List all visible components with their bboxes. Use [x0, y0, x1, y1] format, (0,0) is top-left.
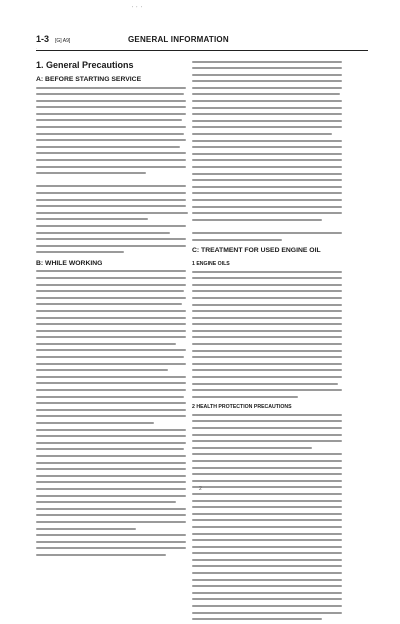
text-line [192, 323, 350, 326]
text-line [36, 487, 194, 490]
text-line [192, 395, 350, 398]
text-line [192, 179, 350, 182]
text-line [192, 93, 350, 96]
text-line [36, 329, 194, 332]
text-line [36, 474, 194, 477]
text-line [192, 336, 350, 339]
header-rule [36, 50, 368, 51]
text-line [192, 343, 350, 346]
text-line [192, 605, 350, 608]
text-line [36, 238, 194, 241]
text-line [192, 479, 350, 482]
text-line [192, 427, 350, 430]
text-line [36, 395, 194, 398]
text-line [192, 519, 350, 522]
text-line [36, 494, 194, 497]
text-line [192, 212, 350, 215]
text-line [192, 532, 350, 535]
text-line [192, 290, 350, 293]
text-line [36, 428, 194, 431]
text-line [36, 454, 194, 457]
text-line [192, 552, 350, 555]
text-line [36, 375, 194, 378]
subsection-heading-while-working: B: WHILE WORKING [36, 259, 103, 267]
text-line [36, 435, 194, 438]
text-line [36, 178, 194, 181]
text-line [36, 172, 194, 175]
text-line [36, 553, 194, 556]
left-column [36, 60, 194, 560]
text-line [192, 152, 350, 155]
text-line [192, 218, 350, 221]
text-line [192, 598, 350, 601]
text-line [192, 492, 350, 495]
text-line [192, 192, 350, 195]
text-line [36, 218, 194, 221]
text-line [36, 86, 194, 89]
text-line [192, 225, 350, 228]
page-id-sub: [G] A9] [55, 38, 71, 44]
text-line [192, 459, 350, 462]
text-line [36, 106, 194, 109]
page-id-number: 1-3 [36, 34, 50, 44]
text-line [36, 514, 194, 517]
text-line [192, 100, 350, 103]
text-line [192, 67, 350, 70]
text-line [36, 99, 194, 102]
text-line [36, 342, 194, 345]
text-line [192, 545, 350, 548]
subsection-heading-engine-oils: 1 ENGINE OILS [192, 261, 230, 268]
text-line [192, 558, 350, 561]
text-line [192, 486, 350, 489]
subsection-heading-health-protection: 2 HEALTH PROTECTION PRECAUTIONS [192, 404, 292, 411]
text-line [36, 408, 194, 411]
page-header-title: GENERAL INFORMATION [128, 35, 229, 44]
text-line [192, 86, 350, 89]
text-line [192, 316, 350, 319]
text-line [192, 303, 350, 306]
body-text-block [192, 413, 350, 620]
text-line [36, 422, 194, 425]
text-line [36, 441, 194, 444]
text-line [192, 446, 350, 449]
text-line [192, 376, 350, 379]
text-line [36, 126, 194, 129]
text-line [36, 132, 194, 135]
text-line [192, 611, 350, 614]
text-line [36, 296, 194, 299]
text-line [192, 119, 350, 122]
text-line [192, 159, 350, 162]
text-line [36, 159, 194, 162]
text-line [192, 499, 350, 502]
text-line [192, 512, 350, 515]
text-line [36, 198, 194, 201]
text-line [36, 93, 194, 96]
body-text-block [192, 270, 350, 398]
text-line [192, 277, 350, 280]
text-line [192, 572, 350, 575]
text-line [192, 166, 350, 169]
text-line [192, 133, 350, 136]
text-line [192, 356, 350, 359]
text-line [192, 185, 350, 188]
text-line [192, 362, 350, 365]
page-number: 2 [199, 486, 202, 492]
text-line [36, 251, 194, 254]
text-line [192, 389, 350, 392]
text-line [36, 547, 194, 550]
text-line [36, 192, 194, 195]
text-line [192, 618, 350, 621]
text-line [36, 224, 194, 227]
section-heading-general-precautions: 1. General Precautions [36, 60, 134, 70]
text-line [192, 231, 350, 234]
text-line [36, 276, 194, 279]
text-line [192, 539, 350, 542]
text-line [36, 119, 194, 122]
text-line [36, 362, 194, 365]
text-line [192, 198, 350, 201]
text-line [192, 172, 350, 175]
text-line [36, 507, 194, 510]
text-line [36, 205, 194, 208]
text-line [192, 591, 350, 594]
text-line [36, 415, 194, 418]
text-line [36, 309, 194, 312]
subsection-heading-used-engine-oil: C: TREATMENT FOR USED ENGINE OIL [192, 247, 321, 255]
text-line [192, 113, 350, 116]
text-line [192, 578, 350, 581]
text-line [36, 402, 194, 405]
text-line [36, 356, 194, 359]
text-line [36, 323, 194, 326]
text-line [36, 468, 194, 471]
text-line [192, 506, 350, 509]
text-line [192, 270, 350, 273]
text-line [192, 146, 350, 149]
text-line [192, 369, 350, 372]
text-line [192, 60, 350, 63]
text-line [36, 165, 194, 168]
text-line [192, 126, 350, 129]
text-line [192, 382, 350, 385]
text-line [36, 244, 194, 247]
text-line [192, 329, 350, 332]
right-column [192, 60, 350, 624]
text-line [36, 270, 194, 273]
text-line [36, 139, 194, 142]
text-line [36, 290, 194, 293]
text-line [36, 540, 194, 543]
text-line [36, 316, 194, 319]
text-line [36, 336, 194, 339]
text-line [192, 440, 350, 443]
text-line [36, 112, 194, 115]
text-line [192, 106, 350, 109]
text-line [192, 349, 350, 352]
text-line [192, 73, 350, 76]
text-line [192, 525, 350, 528]
page-id-caption: . [36, 45, 38, 50]
text-line [192, 310, 350, 313]
body-text-block [36, 86, 194, 254]
subsection-heading-before-starting: A: BEFORE STARTING SERVICE [36, 76, 142, 83]
text-line [36, 303, 194, 306]
text-line [36, 382, 194, 385]
text-line [192, 565, 350, 568]
text-line [36, 369, 194, 372]
page-top-tag: ' ' ' [132, 6, 143, 12]
text-line [36, 283, 194, 286]
page-id [36, 34, 70, 44]
text-line [192, 466, 350, 469]
text-line [192, 473, 350, 476]
text-line [192, 205, 350, 208]
text-line [36, 501, 194, 504]
text-line [36, 520, 194, 523]
text-line [36, 461, 194, 464]
text-line [192, 238, 350, 241]
text-line [192, 420, 350, 423]
text-line [192, 80, 350, 83]
text-line [36, 527, 194, 530]
text-line [36, 211, 194, 214]
text-line [36, 389, 194, 392]
text-line [192, 585, 350, 588]
text-line [192, 139, 350, 142]
text-line [36, 185, 194, 188]
text-line [192, 296, 350, 299]
body-text-block [192, 60, 350, 241]
text-line [36, 481, 194, 484]
body-text-block [36, 270, 194, 557]
text-line [36, 145, 194, 148]
text-line [36, 448, 194, 451]
text-line [36, 349, 194, 352]
text-line [192, 453, 350, 456]
text-line [36, 231, 194, 234]
text-line [192, 433, 350, 436]
text-line [192, 413, 350, 416]
text-line [192, 283, 350, 286]
text-line [36, 534, 194, 537]
text-line [36, 152, 194, 155]
